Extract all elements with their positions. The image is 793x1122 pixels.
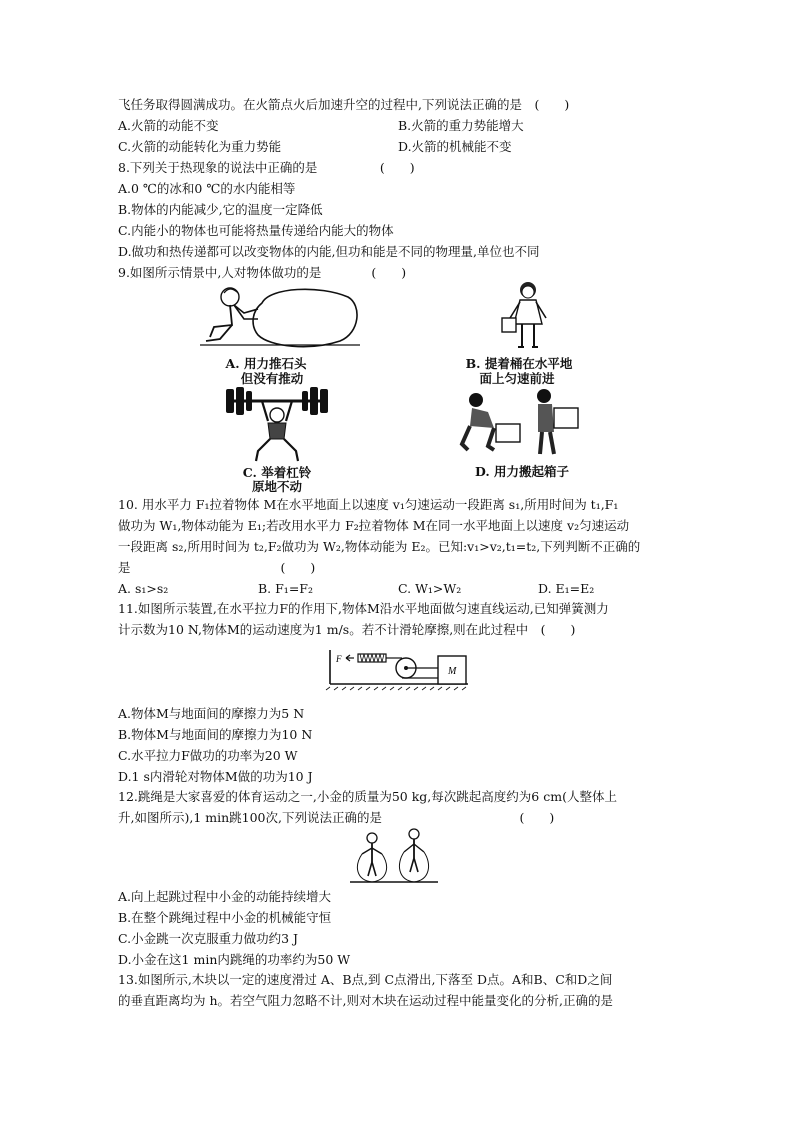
q9-caption-d: D. 用力搬起箱子 xyxy=(474,464,570,479)
q8-option-b: B.物体的内能减少,它的温度一定降低 xyxy=(118,202,323,217)
q9-figure-c-barbell xyxy=(222,385,332,463)
q9-caption-c-line1: C. 举着杠铃 xyxy=(242,465,312,480)
q7-option-a: A.火箭的动能不变 xyxy=(118,118,219,133)
q8-option-a: A.0 ℃的冰和0 ℃的水内能相等 xyxy=(118,181,296,196)
q13-stem-line2: 的垂直距离均为 h。若空气阻力忽略不计,则对木块在运动过程中能量变化的分析,正确的是 xyxy=(118,993,613,1008)
q11-option-c: C.水平拉力F做功的功率为20 W xyxy=(118,748,298,763)
q8-stem: 8.下列关于热现象的说法中正确的是 ( ) xyxy=(118,160,415,175)
q9-caption-a-line1: A. 用力推石头 xyxy=(225,356,307,371)
q11-option-d: D.1 s内滑轮对物体M做的功为10 J xyxy=(118,769,313,784)
q11-stem-line2: 计示数为10 N,物体M的运动速度为1 m/s。若不计滑轮摩擦,则在此过程中 ( ) xyxy=(118,622,576,637)
q12-option-d: D.小金在这1 min内跳绳的功率约为50 W xyxy=(118,952,351,967)
q11-figure-pulley xyxy=(324,646,470,690)
q10-option-b: B. F₁=F₂ xyxy=(258,581,313,596)
q9-figure-b-carry-bucket xyxy=(494,280,564,354)
q10-option-a: A. s₁>s₂ xyxy=(118,581,169,596)
q12-option-a: A.向上起跳过程中小金的动能持续增大 xyxy=(118,889,332,904)
q12-option-c: C.小金跳一次克服重力做功约3 J xyxy=(118,931,299,946)
q8-option-d: D.做功和热传递都可以改变物体的内能,但功和能是不同的物理量,单位也不同 xyxy=(118,244,540,259)
q10-stem-line2: 做功为 W₁,物体动能为 E₁;若改用水平力 F₂拉着物体 M在同一水平地面上以速度 v₂匀速运动 xyxy=(118,518,630,533)
q10-option-d: D. E₁=E₂ xyxy=(538,581,595,596)
q8-option-c: C.内能小的物体也可能将热量传递给内能大的物体 xyxy=(118,223,394,238)
q10-stem-line1: 10. 用水平力 F₁拉着物体 M在水平地面上以速度 v₁匀速运动一段距离 s₁,所用时间为 t₁,F₁ xyxy=(118,497,619,512)
q9-stem: 9.如图所示情景中,人对物体做功的是 ( ) xyxy=(118,265,407,280)
q7-option-d: D.火箭的机械能不变 xyxy=(398,139,512,154)
q7-option-b: B.火箭的重力势能增大 xyxy=(398,118,524,133)
q7-stem-tail: 飞任务取得圆满成功。在火箭点火后加速升空的过程中,下列说法正确的是 ( ) xyxy=(118,97,570,112)
q10-option-c: C. W₁>W₂ xyxy=(398,581,462,596)
q9-caption-b-line2: 面上匀速前进 xyxy=(479,371,555,386)
q11-stem-line1: 11.如图所示装置,在水平拉力F的作用下,物体M沿水平地面做匀速直线运动,已知弹簧测力 xyxy=(118,601,609,616)
q10-stem-line3: 一段距离 s₂,所用时间为 t₂,F₂做功为 W₂,物体动能为 E₂。已知:v₁>v₂,t₁=t₂,下列判断不正确的 xyxy=(118,539,641,554)
q11-option-a: A.物体M与地面间的摩擦力为5 N xyxy=(118,706,305,721)
q9-caption-b-line1: B. 提着桶在水平地 xyxy=(465,356,573,371)
q10-stem-line4: 是 ( ) xyxy=(118,560,316,575)
q7-option-c: C.火箭的动能转化为重力势能 xyxy=(118,139,282,154)
q9-figure-d-lift-box xyxy=(458,386,588,458)
q9-figure-a-push-rock xyxy=(200,283,360,353)
q11-force-label: F xyxy=(336,654,342,664)
q12-stem-line1: 12.跳绳是大家喜爱的体育运动之一,小金的质量为50 kg,每次跳起高度约为6 cm(人整体上 xyxy=(118,789,617,804)
q12-option-b: B.在整个跳绳过程中小金的机械能守恒 xyxy=(118,910,332,925)
q12-stem-line2: 升,如图所示),1 min跳100次,下列说法正确的是 ( ) xyxy=(118,810,555,825)
q11-option-b: B.物体M与地面间的摩擦力为10 N xyxy=(118,727,313,742)
q9-caption-c-line2: 原地不动 xyxy=(251,479,302,494)
q13-stem-line1: 13.如图所示,木块以一定的速度滑过 A、B点,到 C点滑出,下落至 D点。A和B、C和D之间 xyxy=(118,972,613,987)
q12-figure-jump-rope xyxy=(350,830,438,886)
q11-block-label: M xyxy=(448,666,457,677)
q9-caption-a-line2: 但没有推动 xyxy=(240,371,304,386)
